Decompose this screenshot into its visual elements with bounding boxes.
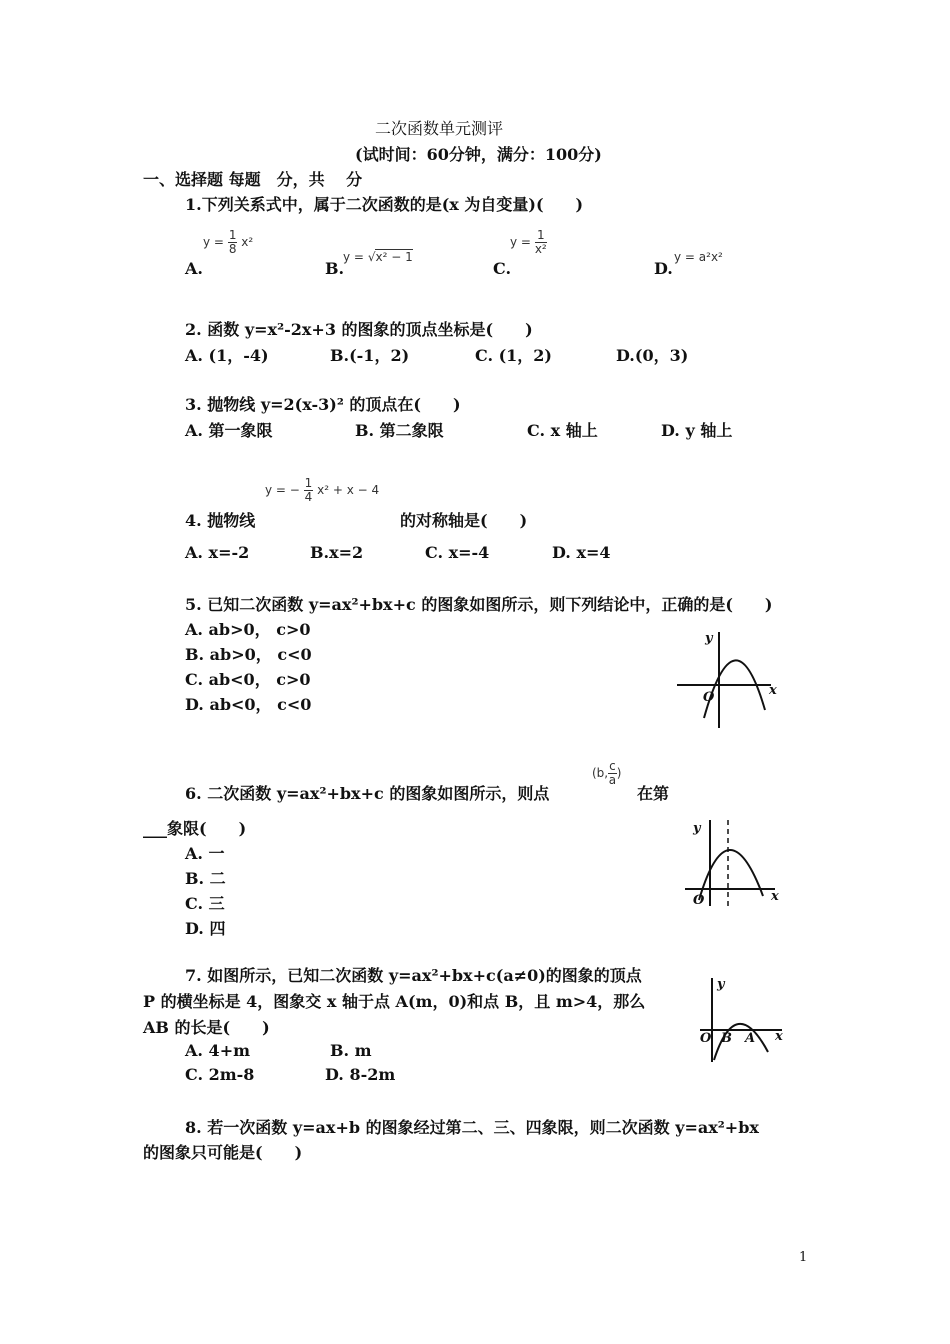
q3-option-c: C. x 轴上 bbox=[527, 421, 598, 440]
q7-point-b-label: B bbox=[721, 1031, 732, 1046]
question-6-stem-end: ___象限( ) bbox=[143, 819, 247, 838]
q7-point-a-label: A bbox=[745, 1031, 756, 1046]
q1-option-b-formula: y = √x² − 1 bbox=[343, 250, 413, 264]
q7-option-a: A. 4+m bbox=[185, 1041, 251, 1060]
q5-x-label: x bbox=[769, 683, 777, 698]
q1-option-d-label: D. bbox=[654, 259, 673, 278]
q2-option-c: C. (1，2) bbox=[475, 346, 553, 365]
q5-origin-label: O bbox=[703, 690, 715, 705]
q6-option-d: D. 四 bbox=[185, 919, 226, 938]
q3-option-a: A. 第一象限 bbox=[185, 421, 273, 440]
q6-origin-label: O bbox=[693, 893, 705, 908]
q7-y-label: y bbox=[717, 977, 725, 992]
q1-option-c-label: C. bbox=[493, 259, 512, 278]
q6-parabola-curve bbox=[699, 850, 763, 900]
page-subtitle: (试时间：60分钟，满分：100分) bbox=[355, 145, 602, 164]
question-8-line-2: 的图象只可能是( ) bbox=[143, 1143, 303, 1162]
question-2-stem: 2. 函数 y=x²-2x+3 的图象的顶点坐标是( ) bbox=[185, 320, 533, 339]
q7-option-c: C. 2m-8 bbox=[185, 1065, 255, 1084]
page-title: 二次函数单元测评 bbox=[375, 119, 504, 138]
question-7-line-3: AB 的长是( ) bbox=[143, 1018, 270, 1037]
question-6-stem-mid: 在第 bbox=[637, 784, 670, 803]
q3-option-b: B. 第二象限 bbox=[355, 421, 444, 440]
q7-option-b: B. m bbox=[330, 1041, 372, 1060]
q4-option-c: C. x=-4 bbox=[425, 543, 490, 562]
q7-option-d: D. 8-2m bbox=[325, 1065, 396, 1084]
q7-origin-label: O bbox=[700, 1031, 712, 1046]
q4-option-b: B.x=2 bbox=[310, 543, 364, 562]
q1-option-c-formula: y = $\frac{1}{\text{x²}}$ bbox=[510, 228, 547, 256]
q5-option-a: A. ab>0， c>0 bbox=[185, 620, 311, 639]
q6-option-c: C. 三 bbox=[185, 894, 225, 913]
q5-option-d: D. ab<0， c<0 bbox=[185, 695, 312, 714]
q5-option-b: B. ab>0， c<0 bbox=[185, 645, 312, 664]
question-4-stem-start: 4. 抛物线 bbox=[185, 511, 256, 530]
q6-x-label: x bbox=[771, 889, 779, 904]
q1-option-d-formula: y = a²x² bbox=[674, 250, 723, 264]
q2-option-d: D.(0，3) bbox=[616, 346, 689, 365]
q6-y-label: y bbox=[693, 821, 701, 836]
q6-parabola-graph bbox=[683, 812, 793, 912]
q1-option-a-label: A. bbox=[185, 259, 203, 278]
q6-point-formula: (b, $\frac{c}{a}$ ) bbox=[592, 759, 622, 787]
q6-option-b: B. 二 bbox=[185, 869, 226, 888]
question-4-stem-end: 的对称轴是( ) bbox=[400, 511, 528, 530]
q2-option-b: B.(-1，2) bbox=[330, 346, 410, 365]
q5-parabola-graph bbox=[675, 622, 785, 732]
q2-option-a: A. (1，-4) bbox=[185, 346, 269, 365]
q1-option-a-formula: y = $\frac{1}{8}$ x² bbox=[203, 228, 254, 256]
q7-x-label: x bbox=[775, 1029, 783, 1044]
q4-formula: y = − $\frac{1}{4}$ x² + x − 4 bbox=[265, 476, 380, 504]
q5-y-label: y bbox=[705, 631, 713, 646]
question-7-line-2: P 的横坐标是 4，图象交 x 轴于点 A(m，0)和点 B，且 m>4，那么 bbox=[143, 992, 646, 1011]
page-number: 1 bbox=[799, 1250, 808, 1265]
question-3-stem: 3. 抛物线 y=2(x-3)² 的顶点在( ) bbox=[185, 395, 461, 414]
q5-option-c: C. ab<0， c>0 bbox=[185, 670, 311, 689]
section-heading: 一、选择题 每题 分，共 分 bbox=[143, 170, 363, 189]
question-6-stem-start: 6. 二次函数 y=ax²+bx+c 的图象如图所示，则点 bbox=[185, 784, 550, 803]
question-1-stem: 1.下列关系式中，属于二次函数的是(x 为自变量)( ) bbox=[185, 195, 584, 214]
q4-option-a: A. x=-2 bbox=[185, 543, 250, 562]
question-7-line-1: 7. 如图所示，已知二次函数 y=ax²+bx+c(a≠0)的图象的顶点 bbox=[185, 966, 642, 985]
question-8-line-1: 8. 若一次函数 y=ax+b 的图象经过第二、三、四象限，则二次函数 y=ax²+bx bbox=[185, 1118, 759, 1137]
q1-option-b-label: B. bbox=[325, 259, 345, 278]
q4-option-d: D. x=4 bbox=[552, 543, 611, 562]
q3-option-d: D. y 轴上 bbox=[661, 421, 733, 440]
q6-option-a: A. 一 bbox=[185, 844, 225, 863]
question-5-stem: 5. 已知二次函数 y=ax²+bx+c 的图象如图所示，则下列结论中，正确的是( ) bbox=[185, 595, 773, 614]
q7-parabola-graph bbox=[698, 972, 788, 1067]
